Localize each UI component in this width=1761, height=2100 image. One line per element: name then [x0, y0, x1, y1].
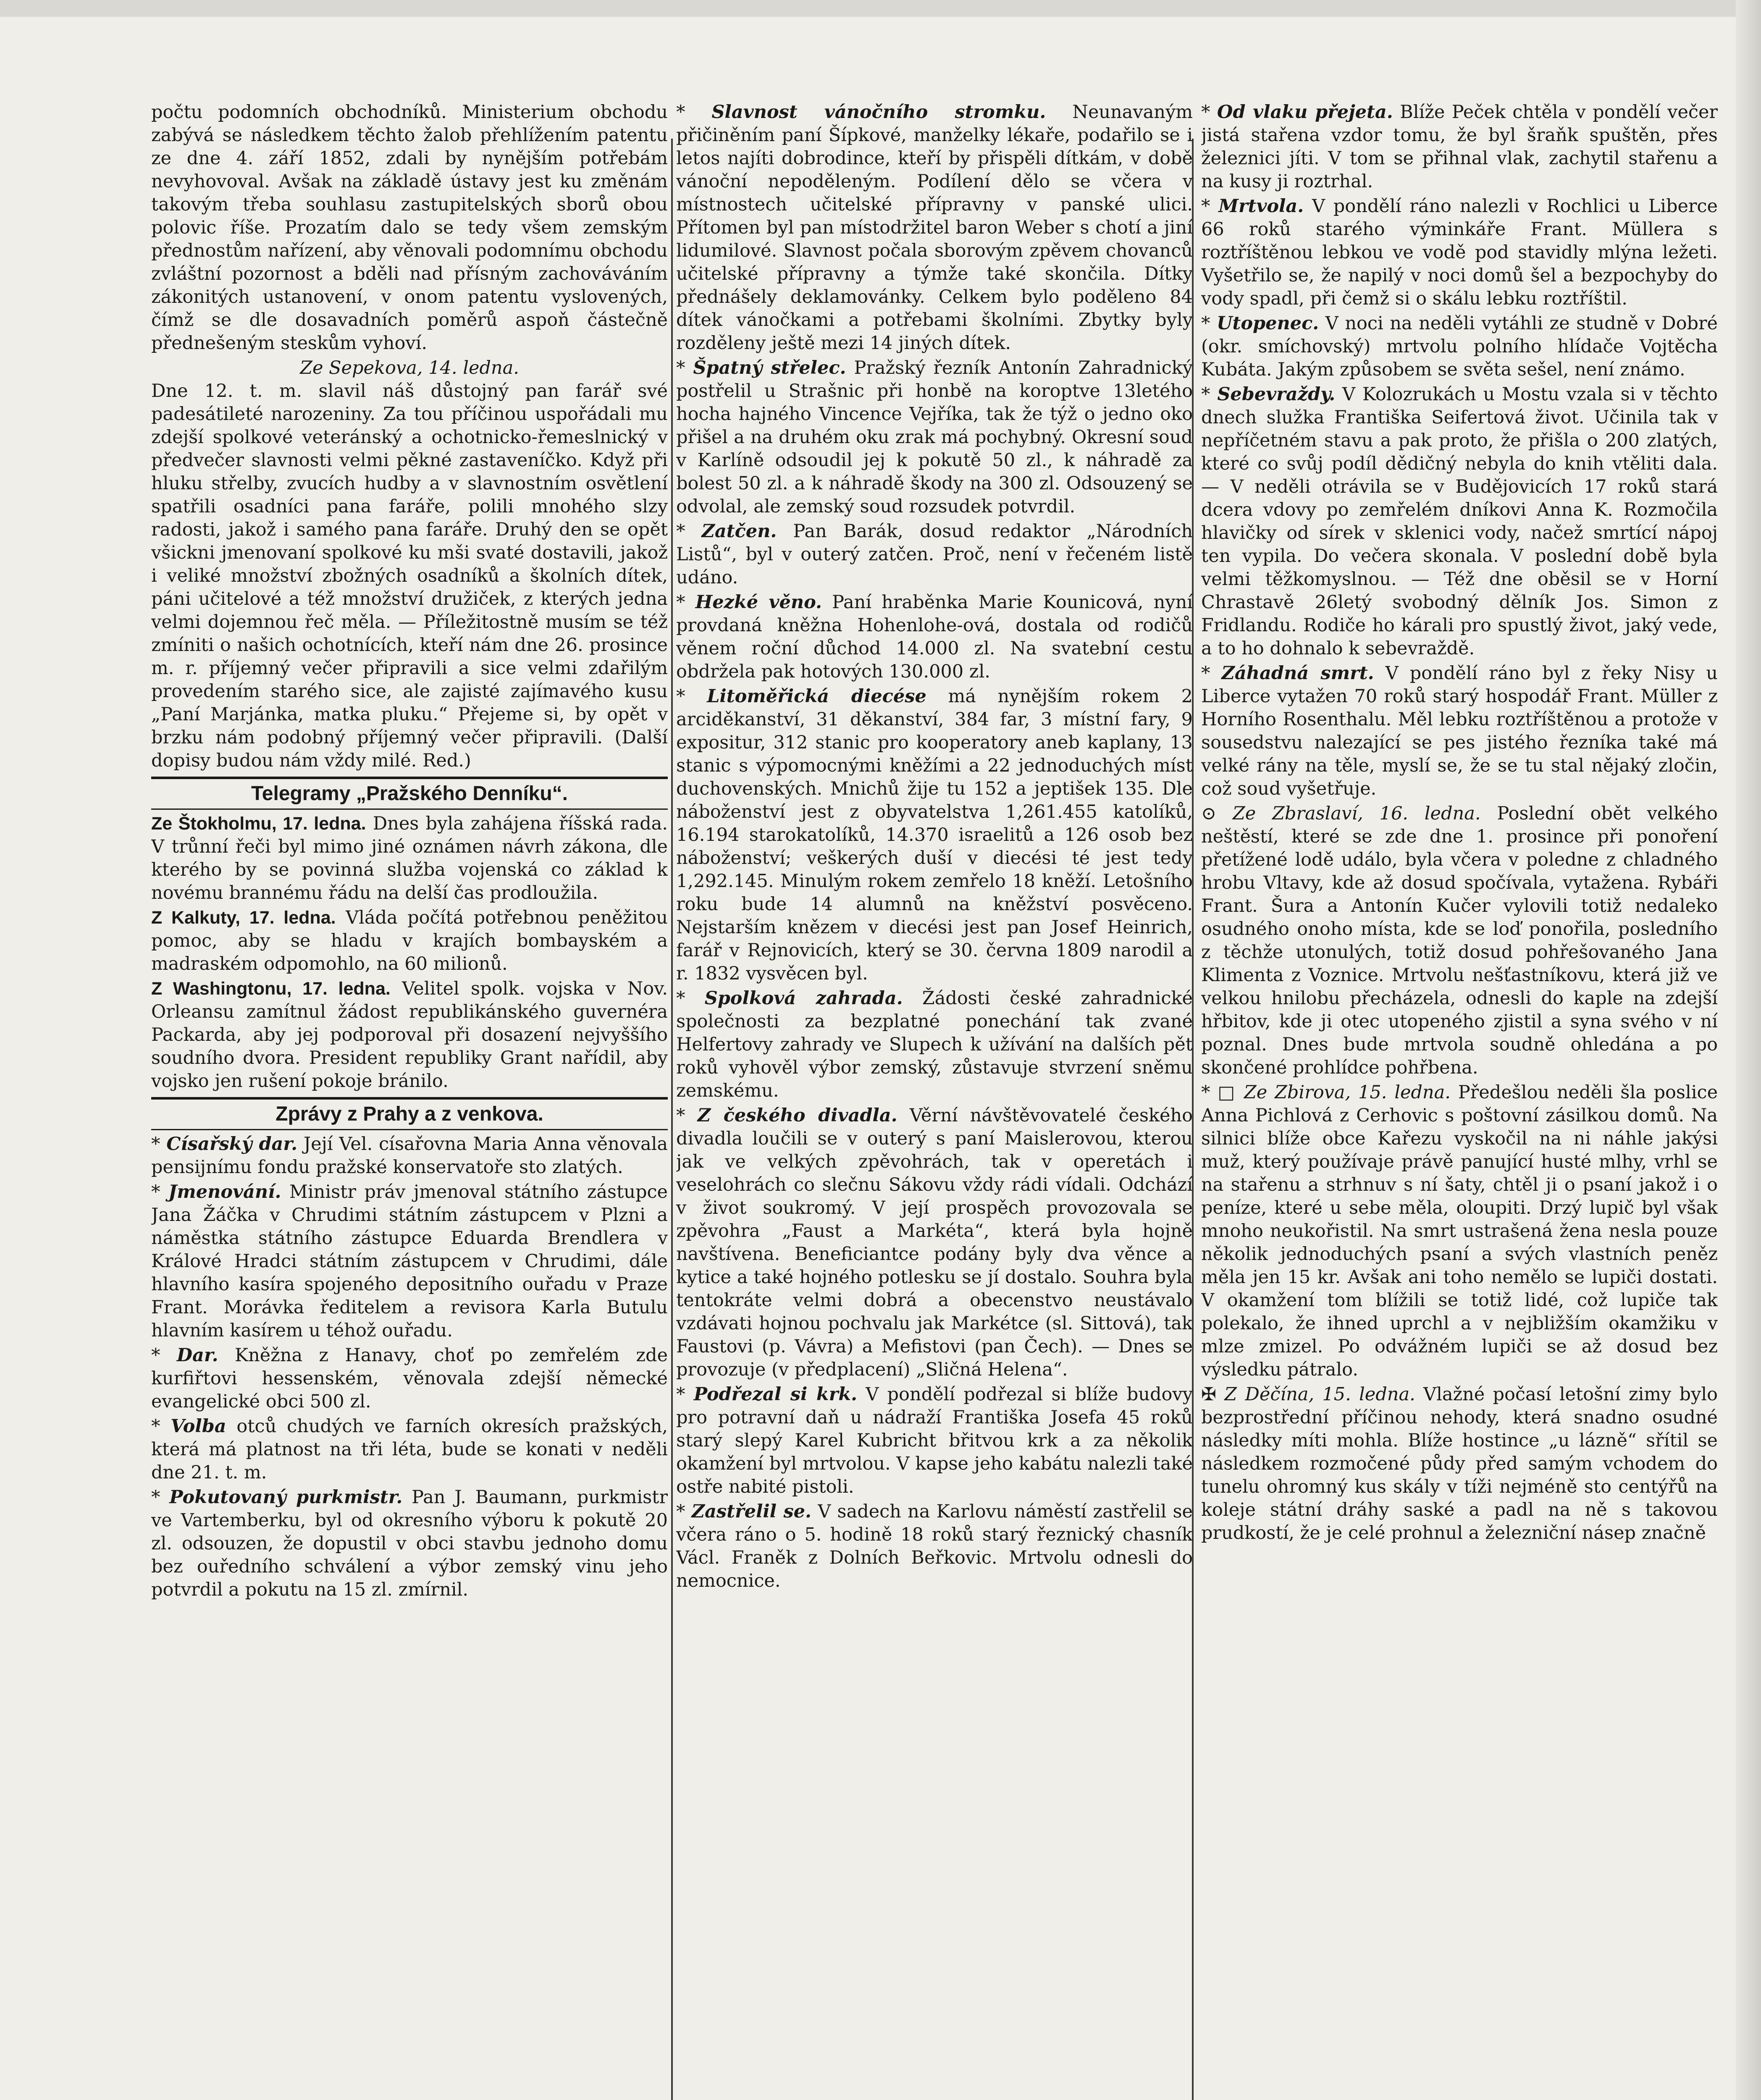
news-body: Předešlou neděli šla poslice Anna Pichlová z Cerhovic s poštovní zásilkou domů. Na silnici blíže obce Kařezu vyskočil na ni náhle jakýsi muž, který používaje právě panující husté mlhy, vrhl se na stařenu a strhnuv s ní šaty, chtěl ji o psaní jakož i o peníze, které u sebe měla, oloupiti. Drzý lupič byl však mnoho neukořistil. Na smrt ustrašená žena nesla pouze několik jednoduchých psaní a svých vlastních peněz měla jen 15 kr. Avšak ani toho nemělo se lupiči dostati. V okamžení tom blížili se totiž lidé, což lupiče tak polekalo, že ihned uprchl a v nejbližším okamžiku v mlze zmizel. Po odvážném lupiči se až dosud bez výsledku pátralo.: [1201, 1082, 1718, 1380]
news-item: * Sebevraždy. V Kolozrukách u Mostu vzala si v těchto dnech služka Františka Seifertová život. Učinila tak v nepříčetném stavu a pak proto, že přišla o 200 zlatých, které co svůj podíl dědičný nebyla do knih vtěliti dala. — V neděli otrávila se v Budějovicích 17 roků stará dcera vdovy po zemřelém dníkovi Anna K. Rozmočila hlavičky od sírek v sklenici vody, načež smrtící nápoj ten vypila. Do večera skonala. V poslední době byla velmi těžkomyslnou. — Též dne oběsil se v Horní Chrastavě 26letý svobodný dělník Jos. Simon z Fridlandu. Rodiče ho kárali pro spustlý život, jaký vede, a to ho dohnalo k sebevraždě.: [1201, 384, 1718, 659]
news-item: * Litoměřická diecése má nynějším rokem 2 arciděkanství, 31 děkanství, 384 far, 3 místní fary, 9 expositur, 312 stanic pro kooperatory aneb kaplany, 13 stanic s výpomocnými kněžími a 22 jednoduchých míst duchovenských. Mnichů žije tu 152 a jeptišek 135. Dle náboženství jest z obyvatelstva 1,261.455 katolíků, 16.194 starokatolíků, 14.370 israelitů a 126 osob bez náboženství; veškerých duší v diecési té jest tedy 1,292.145. Minulým rokem zemřelo 18 kněží. Letošního roku bude 14 alumnů na kněžství posvěceno. Nejstarším knězem v diecési jest pan Josef Heinrich, farář v Rejnovicích, který se 30. června 1809 narodil a r. 1832 vysvěcen byl.: [676, 686, 1193, 984]
news-item: * Jmenování. Ministr práv jmenoval státního zástupce Jana Žáčka v Chrudimi státním zástupcem v Plzni a náměstka státního zástupce Eduarda Brendlera v Králové Hradci státním zástupcem v Chrudimi, dále hlavního kasíra spojeného depositního ouřadu v Praze Frant. Morávka ředitelem a revisora Karla Butulu hlavním kasírem u téhož ouřadu.: [151, 1181, 668, 1341]
news-item: * Dar. Kněžna z Hanavy, choť po zemřelém zde kurfiřtovi hessenském, věnovala zdejší německé evangelické obci 500 zl.: [151, 1345, 668, 1412]
news-body: V pondělí ráno nalezli v Rochlici u Liberce 66 roků starého výminkáře Frant. Müllera s roztříštěnou lebkou ve vodě pod stavidly mlýna ležeti. Vyšetřilo se, že napilý v noci domů šel a bezpochyby do vody spadl, při čemž si o skálu lebku roztříštil.: [1201, 196, 1718, 309]
news-headline: Špatný střelec.: [693, 357, 846, 378]
news-item: * Zastřelil se. V sadech na Karlovu náměstí zastřelil se včera ráno o 5. hodině 18 roků starý řeznický chasník Václ. Franěk z Dolních Beřkovic. Mrtvolu odnesli do nemocnice.: [676, 1501, 1193, 1591]
telegram-body: Vláda počítá potřebnou peněžitou pomoc, aby se hladu v krajích bombayském a madraském odpomohlo, na 60 milionů.: [151, 907, 668, 974]
news-body: V sadech na Karlovu náměstí zastřelil se včera ráno o 5. hodině 18 roků starý řeznický chasník Václ. Franěk z Dolních Beřkovic. Mrtvolu odnesli do nemocnice.: [676, 1501, 1193, 1591]
news-headline: Záhadná smrt.: [1221, 663, 1374, 684]
news-item: * Císařský dar. Její Vel. císařovna Maria Anna věnovala pensijnímu fondu pražské konservatoře sto zlatých.: [151, 1134, 668, 1178]
news-item: * Záhadná smrt. V pondělí ráno byl z řeky Nisy u Liberce vytažen 70 roků starý hospodář Frant. Müller z Horního Rosenthalu. Měl lebku roztříštěnou a protože v sousedstvu nalezající se pes jistého řezníka také má velké rány na těle, myslí se, že se tu stal nějaký zločin, což soud vyšetřuje.: [1201, 663, 1718, 799]
column-1: [151, 101, 668, 2100]
telegram-stockholm: [151, 812, 668, 905]
news-body: V pondělí podřezal si blíže budovy pro potravní daň u nádraží Františka Josefa 45 roků starý slepý Karel Kubricht břitvou krk a za několik okamžení byl mrtvolou. V kapse jeho kabátu nalezli také ostře nabité pistoli.: [676, 1384, 1193, 1497]
telegram-place: Ze Štokholmu, 17. ledna.: [151, 814, 366, 834]
news-item: * Volba otců chudých ve farních okresích pražských, která má platnost na tři léta, bude se konati v neděli dne 21. t. m.: [151, 1416, 668, 1483]
news-headline: Volba: [171, 1416, 226, 1437]
page-right-edge: [1736, 0, 1761, 2100]
dateline: Z Děčína, 15. ledna.: [1224, 1384, 1415, 1405]
news-body: Paní hraběnka Marie Kounicová, nyní provdaná kněžna Hohenlohe-ová, dostala od rodičů věnem roční důchod 14.000 zl. Na svatební cestu obdržela pak hotových 130.000 zl.: [676, 592, 1193, 682]
news-headline: Mrtvola.: [1218, 196, 1304, 217]
correspondent-mark-icon: ✠: [1201, 1384, 1217, 1405]
news-body: otců chudých ve farních okresích pražských, která má platnost na tři léta, bude se konati v neděli dne 21. t. m.: [151, 1416, 668, 1483]
telegram-kalkuta: [151, 906, 668, 976]
news-item: [1201, 802, 1718, 1079]
news-headline: Zastřelil se.: [691, 1501, 812, 1522]
telegram-body: Dnes byla zahájena říšská rada. V trůnní řeči byl mimo jiné oznámen návrh zákona, dle kterého by se povinná služba vojenská co základ k novému brannému řádu na delší čas prodloužila.: [151, 813, 668, 903]
news-item: * Slavnost vánočního stromku. Neunavaným přičiněním paní Šípkové, manželky lékaře, podařilo se i letos najíti dobrodince, kteří by přispěli dítkám, v době vánoční nepoděleným. Podílení dělo se včera v místnostech učitelské přípravny v panské ulici. Přítomen byl pan místodržitel baron Weber s chotí a jiní lidumilové. Slavnost počala sborovým zpěvem chovanců učitelské přípravny a týmže také skončila. Dítky přednášely deklamovánky. Celkem bylo poděleno 84 dítek vánočkami a potřebami školními. Zbytky byly rozděleny ještě mezi 14 jiných dítek.: [676, 102, 1193, 354]
news-headline: Od vlaku přejeta.: [1217, 102, 1393, 123]
section-heading-telegrams: Telegramy „Pražského Denníku“.: [151, 777, 668, 810]
news-body: Neunavaným přičiněním paní Šípkové, manželky lékaře, podařilo se i letos najíti dobrodince, kteří by přispěli dítkám, v době vánoční nepoděleným. Podílení dělo se včera v místnostech učitelské přípravny v panské ulici. Přítomen byl pan místodržitel baron Weber s chotí a jiní lidumilové. Slavnost počala sborovým zpěvem chovanců učitelské přípravny a týmže také skončila. Dítky přednášely deklamovánky. Celkem bylo poděleno 84 dítek vánočkami a potřebami školními. Zbytky byly rozděleny ještě mezi 14 jiných dítek.: [676, 102, 1193, 354]
news-item: * Mrtvola. V pondělí ráno nalezli v Rochlici u Liberce 66 roků starého výminkáře Frant. Müllera s roztříštěnou lebkou ve vodě pod stavidly mlýna ležeti. Vyšetřilo se, že napilý v noci domů šel a bezpochyby do vody spadl, při čemž si o skálu lebku roztříštil.: [1201, 196, 1718, 309]
news-body: Její Vel. císařovna Maria Anna věnovala pensijnímu fondu pražské konservatoře sto zlatých.: [151, 1134, 668, 1178]
correspondent-mark-icon: □: [1218, 1082, 1237, 1103]
news-headline: Hezké věno.: [695, 592, 822, 613]
news-body: Blíže Peček chtěla v pondělí večer jistá stařena vzdor tomu, že byl šraňk spuštěn, přes železnici jíti. V tom se přihnal vlak, zachytil stařenu a na kusy ji roztrhal.: [1201, 102, 1718, 192]
news-body: Ministr práv jmenoval státního zástupce Jana Žáčka v Chrudimi státním zástupcem v Plzni a náměstka státního zástupce Eduarda Brendlera v Králové Hradci státním zástupcem v Chrudimi, dále hlavního kasíra spojeného depositního ouřadu v Praze Frant. Morávka ředitelem a revisora Karla Butulu hlavním kasírem u téhož ouřadu.: [151, 1181, 668, 1341]
article-sepekov: [151, 357, 668, 772]
correspondent-mark-icon: ⊙: [1201, 803, 1217, 824]
news-item: * Z českého divadla. Věrní návštěvovatelé českého divadla loučili se v outerý s paní Maislerovou, kterou jak ve velkých zpěvohrách, tak v operetách i veselohrách co slečnu Sákovu vždy rádi vídali. Odchází v život soukromý. V její prospěch provozovala se zpěvohra „Faust a Markéta“, která byla hojně navštívena. Beneficiantce podány byly dva věnce a kytice a také hojného potlesku se jí dostalo. Souhra byla tentokráte velmi dobrá a obecenstvo neustávalo vzdávati hojnou pochvalu jak Markétce (sl. Sittová), tak Faustovi (p. Vávra) a Mefistovi (pan Čech). — Dnes se provozuje (v předplacení) „Sličná Helena“.: [676, 1105, 1193, 1380]
news-body: V pondělí ráno byl z řeky Nisy u Liberce vytažen 70 roků starý hospodář Frant. Müller z Horního Rosenthalu. Měl lebku roztříštěnou a protože v sousedstvu nalezající se pes jistého řezníka také má velké rány na těle, myslí se, že se tu stal nějaký zločin, což soud vyšetřuje.: [1201, 663, 1718, 799]
telegram-place: Z Kalkuty, 17. ledna.: [151, 908, 336, 928]
news-headline: Zatčen.: [701, 521, 777, 542]
news-item: [1201, 1383, 1718, 1545]
news-body: Žádosti české zahradnické společnosti za bezplatné ponechání tak zvané Helfertovy zahrady ve Slupech k užívání na dalších pět roků vyhověl výbor zemský, zůstavuje stvrzení sněmu zemskému.: [676, 988, 1193, 1101]
news-item: * □ Ze Zbirova, 15. ledna. Předešlou neděli šla poslice Anna Pichlová z Cerhovic s poštovní zásilkou domů. Na silnici blíže obce Kařezu vyskočil na ni náhle jakýsi muž, který používaje právě panující husté mlhy, vrhl se na stařenu a strhnuv s ní šaty, chtěl ji o psaní jakož i o peníze, které u sebe měla, oloupiti. Drzý lupič byl však mnoho neukořistil. Na smrt ustrašená žena nesla pouze několik jednoduchých psaní a svých vlastních peněz měla jen 15 kr. Avšak ani toho nemělo se lupiči dostati. V okamžení tom blížili se totiž lidé, což lupiče tak polekalo, že ihned uprchl a v nejbližším okamžiku v mlze zmizel. Po odvážném lupiči se až dosud bez výsledku pátralo.: [1201, 1082, 1718, 1380]
dateline: Ze Zbraslaví, 16. ledna.: [1232, 803, 1481, 824]
news-item: * Utopenec. V noci na neděli vytáhli ze studně v Dobré (okr. smíchovský) mrtvolu polního hlídače Vojtěcha Kubáta. Jakým způsobem se světa sešel, není známo.: [1201, 313, 1718, 380]
news-item: * Špatný střelec. Pražský řezník Antonín Zahradnický postřelil u Strašnic při honbě na koroptve 13letého hocha hajného Vincence Vejříka, tak že týž o jedno oko přišel a na druhém oku zrak má pochybný. Okresní soud v Karlíně odsoudil jej k pokutě 50 zl., k náhradě za bolest 50 zl. a k náhradě škody na 300 zl. Odsouzený se odvolal, ale zemský soud rozsudek potvrdil.: [676, 357, 1193, 517]
dateline: Ze Zbirova, 15. ledna.: [1244, 1082, 1451, 1103]
news-body: Poslední obět velkého neštěstí, které se zde dne 1. prosince při ponoření přetížené lodě událo, byla včera v poledne z chladného hrobu Vltavy, kde až dosud spočívala, vytažena. Rybáři Frant. Šura a Antonín Kučer vylovili totiž nedaleko osudného onoho místa, kde se loď ponořila, posledního z těchže utonulých, totiž dosud pohřešovaného Jana Klimenta z Voznice. Mrtvolu nešťastníkovu, která již ve velkou hnilobu přecházela, odnesli do kaple na zdejší hřbitov, kde ji otec utopeného zjistil a syna svého v ní poznal. Dnes bude mrtvola soudně ohledána a po skončené prohlídce pohřbena.: [1201, 803, 1718, 1078]
news-body: Pan Barák, dosud redaktor „Národních Listů“, byl v outerý zatčen. Proč, není v řečeném listě udáno.: [676, 521, 1193, 588]
news-headline: Dar.: [176, 1345, 218, 1366]
news-body: V Kolozrukách u Mostu vzala si v těchto dnech služka Františka Seifertová život. Učinila tak v nepříčetném stavu a pak proto, že přišla o 200 zlatých, které co svůj podíl dědičný nebyla do knih vtěliti dala. — V neděli otrávila se v Budějovicích 17 roků stará dcera vdovy po zemřelém dníkovi Anna K. Rozmočila hlavičky od sírek v sklenici vody, načež smrtící nápoj ten vypila. Do večera skonala. V poslední době byla velmi těžkomyslnou. — Též dne oběsil se v Horní Chrastavě 26letý svobodný dělník Jos. Simon z Fridlandu. Rodiče ho kárali pro spustlý život, jaký vede, a to ho dohnalo k sebevraždě.: [1201, 384, 1718, 659]
telegram-washington: [151, 977, 668, 1093]
article-podomni-obchod: [151, 101, 668, 355]
news-body: má nynějším rokem 2 arciděkanství, 31 děkanství, 384 far, 3 místní fary, 9 expositur, 312 stanic pro kooperatory aneb kaplany, 13 stanic s výpomocnými kněžími a 22 jednoduchých míst duchovenských. Mnichů žije tu 152 a jeptišek 135. Dle náboženství jest z obyvatelstva 1,261.455 katolíků, 16.194 starokatolíků, 14.370 israelitů a 126 osob bez náboženství; veškerých duší v diecési té jest tedy 1,292.145. Minulým rokem zemřelo 18 kněží. Letošního roku bude 14 alumnů na kněžství posvěceno. Nejstarším knězem v diecési jest pan Josef Heinrich, farář v Rejnovicích, který se 30. června 1809 narodil a r. 1832 vysvěcen byl.: [676, 686, 1193, 984]
news-item: * Hezké věno. Paní hraběnka Marie Kounicová, nyní provdaná kněžna Hohenlohe-ová, dostala od rodičů věnem roční důchod 14.000 zl. Na svatební cestu obdržela pak hotových 130.000 zl.: [676, 592, 1193, 682]
news-body: Věrní návštěvovatelé českého divadla loučili se v outerý s paní Maislerovou, kterou jak ve velkých zpěvohrách, tak v operetách i veselohrách co slečnu Sákovu vždy rádi vídali. Odchází v život soukromý. V její prospěch provozovala se zpěvohra „Faust a Markéta“, která byla hojně navštívena. Beneficiantce podány byly dva věnce a kytice a také hojného potlesku se jí dostalo. Souhra byla tentokráte velmi dobrá a obecenstvo neustávalo vzdávati hojnou pochvalu jak Markétce (sl. Sittová), tak Faustovi (p. Vávra) a Mefistovi (pan Čech). — Dnes se provozuje (v předplacení) „Sličná Helena“.: [676, 1105, 1193, 1380]
column-2: [676, 101, 1193, 2100]
news-body: V noci na neděli vytáhli ze studně v Dobré (okr. smíchovský) mrtvolu polního hlídače Vojtěcha Kubáta. Jakým způsobem se světa sešel, není známo.: [1201, 313, 1718, 380]
news-body: Kněžna z Hanavy, choť po zemřelém zde kurfiřtovi hessenském, věnovala zdejší německé evangelické obci 500 zl.: [151, 1345, 668, 1412]
article-body: počtu podomních obchodníků. Ministerium obchodu zabývá se následkem těchto žalob přehlížením patentu ze dne 4. září 1852, zdali by nynějším potřebám nevyhovoval. Avšak na základě ústavy jest ku změnám takovým třeba souhlasu zastupitelských sborů obou polovic říše. Prozatím dalo se tedy všem zemským přednostům nařízení, aby věnovali podomnímu obchodu zvláštní pozornost a bděli nad přísným zachováváním zákonitých ustanovení, v onom patentu vyslovených, čímž se dle dosavadních poměrů aspoň částečně přednešeným steskům vyhoví.: [151, 102, 668, 354]
section-heading-news: Zprávy z Prahy a z venkova.: [151, 1097, 668, 1130]
news-body: Vlažné počasí letošní zimy bylo bezprostřední příčinou nehody, která snadno osudné následky míti mohla. Blíže hostince „u lázně“ sřítil se následkem rozmočené půdy před samým vchodem do tunelu ohromný kus skály v tíži nejméně sto centýřů na koleje státní dráhy saské a padl na ně s takovou prudkostí, že je celé prohnul a železniční násep značně: [1201, 1384, 1718, 1544]
news-item: * Pokutovaný purkmistr. Pan J. Baumann, purkmistr ve Vartemberku, byl od okresního výboru k pokutě 20 zl. odsouzen, že dopustil v obci stavbu jednoho domu bez ouředního schválení a výbor zemský vinu jeho potvrdil a pokutu na 15 zl. zmírnil.: [151, 1487, 668, 1600]
news-item: * Podřezal si krk. V pondělí podřezal si blíže budovy pro potravní daň u nádraží Františka Josefa 45 roků starý slepý Karel Kubricht břitvou krk a za několik okamžení byl mrtvolou. V kapse jeho kabátu nalezli také ostře nabité pistoli.: [676, 1384, 1193, 1497]
news-headline: Litoměřická diecése: [707, 686, 926, 707]
news-headline: Jmenování.: [168, 1181, 281, 1202]
news-item: * Spolková zahrada. Žádosti české zahradnické společnosti za bezplatné ponechání tak zvané Helfertovy zahrady ve Slupech k užívání na dalších pět roků vyhověl výbor zemský, zůstavuje stvrzení sněmu zemskému.: [676, 988, 1193, 1101]
telegram-place: Z Washingtonu, 17. ledna.: [151, 979, 391, 999]
news-headline: Slavnost vánočního stromku.: [711, 102, 1046, 123]
news-headline: Císařský dar.: [166, 1134, 298, 1155]
telegram-body: Velitel spolk. vojska v Nov. Orleansu zamítnul žádost republikánského guvernéra Packarda, aby jej podporoval při dosazení nejvyššího soudního dvora. President republiky Grant nařídil, aby vojsko jen rušení pokoje bránilo.: [151, 978, 668, 1092]
news-body: Pan J. Baumann, purkmistr ve Vartemberku, byl od okresního výboru k pokutě 20 zl. odsouzen, že dopustil v obci stavbu jednoho domu bez ouředního schválení a výbor zemský vinu jeho potvrdil a pokutu na 15 zl. zmírnil.: [151, 1487, 668, 1600]
column-3: [1201, 101, 1718, 2100]
news-body: Pražský řezník Antonín Zahradnický postřelil u Strašnic při honbě na koroptve 13letého hocha hajného Vincence Vejříka, tak že týž o jedno oko přišel a na druhém oku zrak má pochybný. Okresní soud v Karlíně odsoudil jej k pokutě 50 zl., k náhradě za bolest 50 zl. a k náhradě škody na 300 zl. Odsouzený se odvolal, ale zemský soud rozsudek potvrdil.: [676, 357, 1193, 517]
scan-top-edge: [0, 0, 1761, 17]
news-item: * Zatčen. Pan Barák, dosud redaktor „Národních Listů“, byl v outerý zatčen. Proč, není v řečeném listě udáno.: [676, 521, 1193, 588]
column-rule-1: [671, 139, 673, 2100]
news-item: * Od vlaku přejeta. Blíže Peček chtěla v pondělí večer jistá stařena vzdor tomu, že byl šraňk spuštěn, přes železnici jíti. V tom se přihnal vlak, zachytil stařenu a na kusy ji roztrhal.: [1201, 102, 1718, 192]
news-headline: Spolková zahrada.: [704, 988, 903, 1009]
news-headline: Sebevraždy.: [1217, 384, 1336, 405]
news-headline: Z českého divadla.: [697, 1105, 898, 1126]
news-headline: Utopenec.: [1217, 313, 1319, 334]
news-headline: Podřezal si krk.: [693, 1384, 858, 1405]
dateline: Ze Sepekova, 14. ledna.: [300, 357, 519, 378]
article-body: Dne 12. t. m. slavil náš důstojný pan farář své padesátileté narozeniny. Za tou příčinou uspořádali mu zdejší spolkové veteránský a ochotnicko-řemeslnický v předvečer slavnosti velmi pěkné zastaveníčko. Když při hluku střelby, zvucích hudby a v slavnostním osvětlení spatřili osadníci pana faráře, polili mnohého slzy radosti, jakož i samého pana faráře. Druhý den se opět všickni jmenovaní spolkové ku mši svaté dostavili, jakož i veliké množství zbožných osadníků a školních dítek, páni učitelové a též množství družiček, z kterých jedna velmi dojemnou řeč měla. — Příležitostně musím se též zmíniti o našich ochotnících, kteří nám dne 26. prosince m. r. příjemný večer připravili a sice velmi zdařilým provedením starého sice, ale zajisté zajímavého kusu „Paní Marjánka, matka pluku.“ Přejeme si, by opět v brzku nám podobný příjemný večer připravili. (Další dopisy budou nám vždy milé. Red.): [151, 381, 668, 771]
news-headline: Pokutovaný purkmistr.: [169, 1487, 403, 1508]
